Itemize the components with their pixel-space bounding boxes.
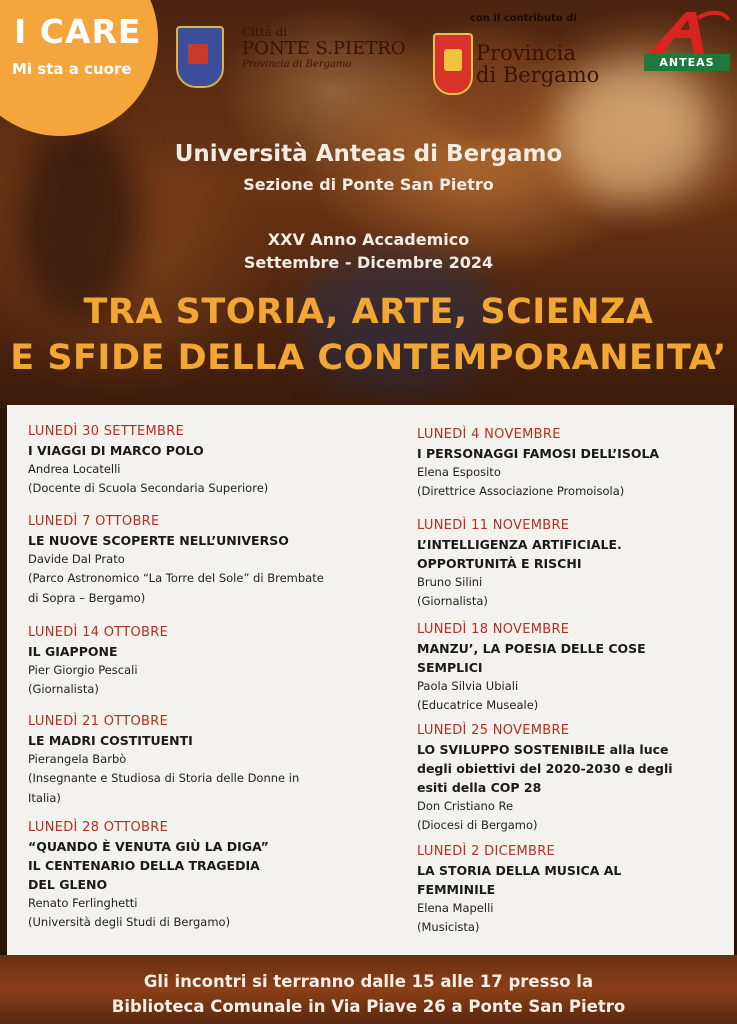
anteas-logo xyxy=(640,8,732,80)
province-crest-icon xyxy=(433,33,473,95)
event-speaker-role: (Direttrice Associazione Promoisola) xyxy=(417,484,625,498)
footer-line2: Biblioteca Comunale in Via Piave 26 a Ponte San Pietro xyxy=(111,997,626,1016)
event-item xyxy=(417,843,717,937)
city-crest-icon xyxy=(176,26,224,88)
headline-line2: E SFIDE DELLA CONTEMPORANEITA’ xyxy=(10,338,727,378)
event-speaker: Paola Silvia Ubiali xyxy=(417,679,519,693)
event-speaker-role: (Musicista) xyxy=(417,920,480,934)
city-line3: Provincia di Bergamo xyxy=(242,59,352,70)
badge-subtitle: Mi sta a cuore xyxy=(12,60,132,78)
event-date: LUNEDÌ 11 NOVEMBRE xyxy=(417,518,570,533)
event-date: LUNEDÌ 14 OTTOBRE xyxy=(28,625,169,640)
city-line1: Città di xyxy=(242,25,288,39)
section-subtitle: Sezione di Ponte San Pietro xyxy=(243,175,494,194)
event-item xyxy=(417,426,717,501)
event-date: LUNEDÌ 4 NOVEMBRE xyxy=(417,427,561,442)
event-date: LUNEDÌ 2 DICEMBRE xyxy=(417,844,556,859)
province-line1: Provincia xyxy=(476,41,576,65)
event-speaker: Elena Mapelli xyxy=(417,901,494,915)
event-speaker-role: (Diocesi di Bergamo) xyxy=(417,818,538,832)
event-speaker-role: (Giornalista) xyxy=(417,594,488,608)
event-title: LE MADRI COSTITUENTI xyxy=(28,733,193,748)
event-speaker: Renato Ferlinghetti xyxy=(28,896,138,910)
period: Settembre - Dicembre 2024 xyxy=(243,253,494,272)
event-speaker-role: (Giornalista) xyxy=(28,682,99,696)
event-date: LUNEDÌ 28 OTTOBRE xyxy=(28,820,169,835)
event-speaker: Elena Esposito xyxy=(417,465,501,479)
event-title: L’INTELLIGENZA ARTIFICIALE. xyxy=(417,537,622,552)
footer-line1: Gli incontri si terranno dalle 15 alle 17 presso la xyxy=(143,972,594,991)
city-text xyxy=(242,26,406,70)
event-date: LUNEDÌ 18 NOVEMBRE xyxy=(417,622,570,637)
event-speaker-role: (Docente di Scuola Secondaria Superiore) xyxy=(28,481,269,495)
event-speaker-role: Italia) xyxy=(28,791,61,805)
event-item xyxy=(28,423,388,498)
event-speaker: Pier Giorgio Pescali xyxy=(28,663,138,677)
event-title: I PERSONAGGI FAMOSI DELL’ISOLA xyxy=(417,446,660,461)
event-title: MANZU’, LA POESIA DELLE COSE xyxy=(417,641,646,656)
headline-line1: TRA STORIA, ARTE, SCIENZA xyxy=(83,292,654,332)
event-date: LUNEDÌ 7 OTTOBRE xyxy=(28,514,160,529)
city-logo xyxy=(176,22,426,92)
contribution-label: con il contributo di xyxy=(470,13,577,24)
event-title: I VIAGGI DI MARCO POLO xyxy=(28,443,204,458)
province-text xyxy=(476,42,599,86)
event-speaker: Bruno Silini xyxy=(417,575,483,589)
city-line2: PONTE S.PIETRO xyxy=(242,38,406,59)
event-item xyxy=(417,722,717,835)
event-speaker: Pierangela Barbò xyxy=(28,752,127,766)
academic-year: XXV Anno Accademico xyxy=(267,230,470,249)
event-title: esiti della COP 28 xyxy=(417,780,542,795)
event-speaker-role: (Insegnante e Studiosa di Storia delle Donne in xyxy=(28,771,300,785)
province-line2: di Bergamo xyxy=(476,63,600,88)
university-title: Università Anteas di Bergamo xyxy=(174,141,563,167)
event-speaker: Andrea Locatelli xyxy=(28,462,121,476)
event-speaker-role: (Parco Astronomico “La Torre del Sole” di Brembate xyxy=(28,571,324,585)
event-item xyxy=(28,624,388,699)
event-title: LO SVILUPPO SOSTENIBILE alla luce xyxy=(417,742,669,757)
anteas-a-icon xyxy=(640,8,732,58)
event-item xyxy=(417,517,717,611)
event-speaker: Davide Dal Prato xyxy=(28,552,125,566)
event-date: LUNEDÌ 30 SETTEMBRE xyxy=(28,424,185,439)
event-title: OPPORTUNITÀ E RISCHI xyxy=(417,556,582,571)
event-title: “QUANDO È VENUTA GIÙ LA DIGA” xyxy=(28,839,269,854)
event-title: LE NUOVE SCOPERTE NELL’UNIVERSO xyxy=(28,533,289,548)
badge-title: I CARE xyxy=(14,12,142,51)
event-speaker-role: di Sopra – Bergamo) xyxy=(28,591,146,605)
hero-photo-background xyxy=(0,0,737,408)
anteas-label: ANTEAS xyxy=(644,54,730,71)
venue-footer xyxy=(0,955,737,1024)
event-title: LA STORIA DELLA MUSICA AL xyxy=(417,863,622,878)
event-date: LUNEDÌ 25 NOVEMBRE xyxy=(417,723,570,738)
event-speaker-role: (Università degli Studi di Bergamo) xyxy=(28,915,231,929)
event-title: DEL GLENO xyxy=(28,877,108,892)
event-title: IL GIAPPONE xyxy=(28,644,118,659)
event-title: SEMPLICI xyxy=(417,660,483,675)
event-item xyxy=(417,621,717,715)
event-speaker-role: (Educatrice Museale) xyxy=(417,698,539,712)
event-title: degli obiettivi del 2020-2030 e degli xyxy=(417,761,673,776)
event-item xyxy=(28,713,388,808)
event-title: FEMMINILE xyxy=(417,882,496,897)
program-panel xyxy=(7,405,734,955)
event-date: LUNEDÌ 21 OTTOBRE xyxy=(28,714,169,729)
i-care-badge xyxy=(0,0,158,136)
event-item xyxy=(28,513,388,608)
event-title: IL CENTENARIO DELLA TRAGEDIA xyxy=(28,858,260,873)
event-item xyxy=(28,819,388,932)
event-speaker: Don Cristiano Re xyxy=(417,799,514,813)
